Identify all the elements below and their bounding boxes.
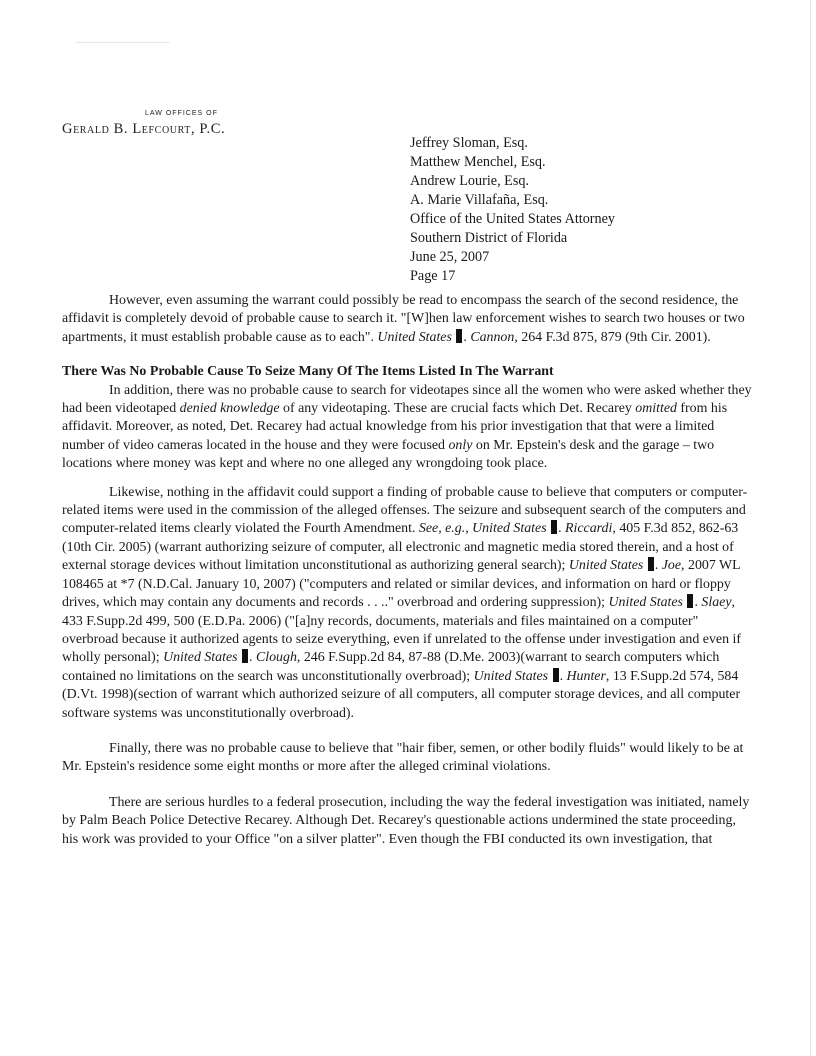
addressee-line: Andrew Lourie, Esq. xyxy=(410,173,529,189)
paragraph: However, even assuming the warrant could possibly be read to encompass the search of the second residence, the affidavit is completely devoid of probable cause to search it. "[W]hen law enforcement wishes to search two houses or two apartments, it must establish probable cause as to each". United States . Cannon, 264 F.3d 875, 879 (9th Cir. 2001). xyxy=(62,293,745,345)
paragraph: There are serious hurdles to a federal prosecution, including the way the federal investigation was initiated, namely by Palm Beach Police Detective Recarey. Although Det. Recarey's questionable actions undermined the state proceeding, his work was provided to your Office "on a silver platter". Even though the FBI conducted its own investigation, that xyxy=(62,794,750,847)
paragraph: Likewise, nothing in the affidavit could support a finding of probable cause to believe that computers or computer-related items were used in the commission of the alleged offenses. The seizure and subsequent search of the computers and computer-related items clearly violated the Fourth Amendment. See, e.g., United States . Riccardi, 405 F.3d 852, 862-63 (10th Cir. 2005) (warrant authorizing seizure of computer, all electronic and magnetic media stored therein, and a host of external storage devices without limitation unconstitutional as authorizing general search); United States . Joe, 2007 WL 108465 at *7 (N.D.Cal. January 10, 2007) ("computers and related or similar devices, and information on hard or floppy drives, which may contain any documents and records . . .." overbroad and ordering suppression); United States . Slaey, 433 F.Supp.2d 499, 500 (E.D.Pa. 2006) ("[a]ny records, documents, materials and files maintained on a computer" overbroad because it authorized agents to seize everything, even if unrelated to the offense under investigation and even if wholly personal); United States . Clough, 246 F.Supp.2d 84, 87-88 (D.Me. 2003)(warrant to search computers which contained no limitations on the search was unconstitutionally overbroad); United States . Hunter, 13 F.Supp.2d 574, 584 (D.Vt. 1998)(section of warrant which authorized seizure of all computers, all computer storage devices, and all computer software systems was unconstitutionally overbroad). xyxy=(62,484,748,721)
section-heading: There Was No Probable Cause To Seize Many Of The Items Listed In The Warrant xyxy=(62,364,554,380)
redaction-mark xyxy=(648,557,654,571)
addressee-line: Matthew Menchel, Esq. xyxy=(410,154,546,170)
addressee-office: Office of the United States Attorney xyxy=(410,211,616,227)
addressee-district: Southern District of Florida xyxy=(410,230,568,246)
paragraph: In addition, there was no probable cause to search for videotapes since all the women who were asked whether they had been videotaped denied knowledge of any videotaping. These are crucial facts which Det. Recarey omitted from his affidavit. Moreover, as noted, Det. Recarey had actual knowledge from his prior investigation that that were a limited number of video cameras located in the house and they were focused only on Mr. Epstein's desk and the garage – two locations where money was kept and where no one alleged any wrongdoing took place. xyxy=(62,382,752,472)
case-name: Cannon xyxy=(470,329,515,345)
address-block xyxy=(410,134,615,286)
letterhead-caption: LAW OFFICES OF xyxy=(145,110,218,117)
redaction-mark xyxy=(456,329,462,343)
page-edge xyxy=(810,0,811,1056)
paragraph: Finally, there was no probable cause to believe that "hair fiber, semen, or other bodily fluids" would likely to be at Mr. Epstein's residence some eight months or more after the alleged criminal violations. xyxy=(62,740,744,775)
addressee-line: Jeffrey Sloman, Esq. xyxy=(410,135,528,151)
letter-body xyxy=(62,292,752,849)
redaction-mark xyxy=(551,520,557,534)
redaction-mark xyxy=(687,594,693,608)
scan-artifact xyxy=(75,42,170,43)
letterhead-firm-name: Gerald B. Lefcourt, P.C. xyxy=(62,121,226,137)
page-number: Page 17 xyxy=(410,268,456,284)
redaction-mark xyxy=(553,668,559,682)
letter-date: June 25, 2007 xyxy=(410,249,490,265)
case-name: United States xyxy=(377,329,452,345)
addressee-line: A. Marie Villafaña, Esq. xyxy=(410,192,549,208)
redaction-mark xyxy=(242,649,248,663)
